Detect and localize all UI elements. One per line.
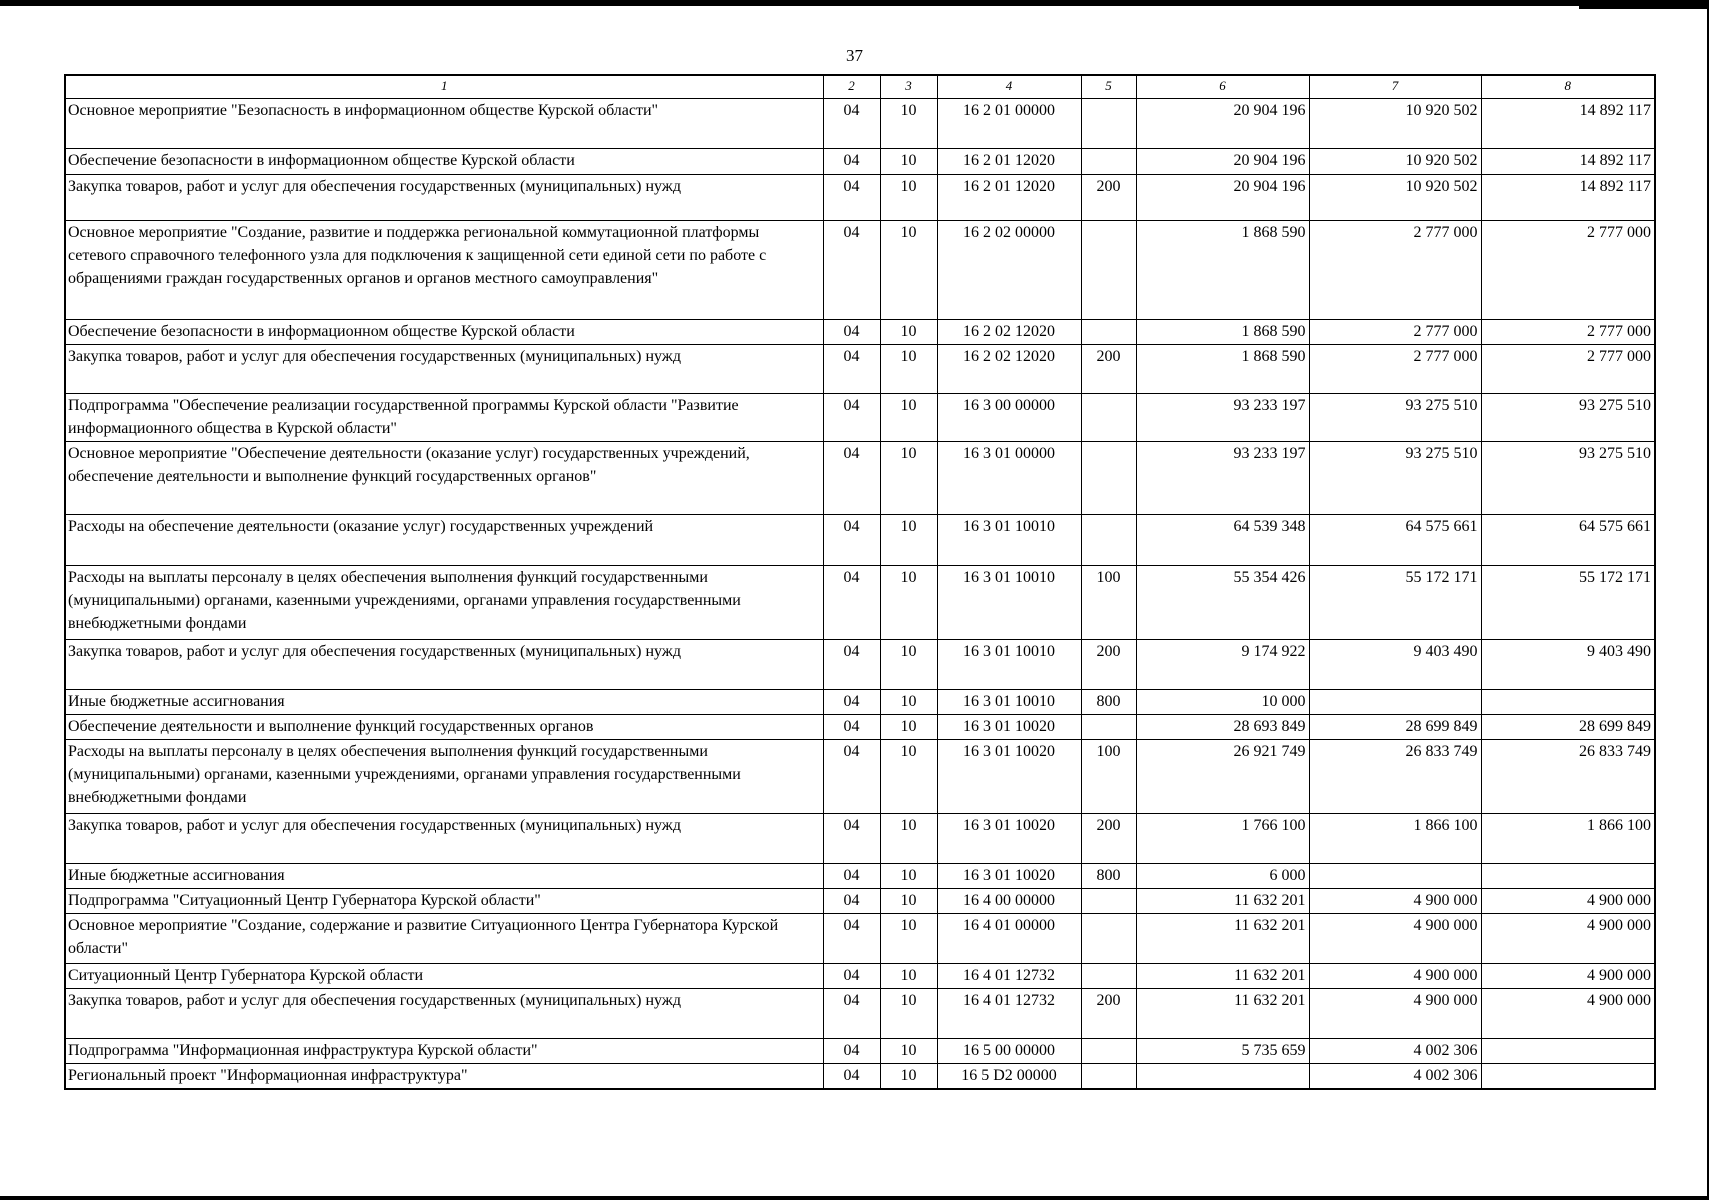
row-expense-type bbox=[1081, 394, 1136, 442]
header-col-5: 5 bbox=[1081, 75, 1136, 99]
row-amount-2: 4 900 000 bbox=[1309, 964, 1481, 989]
scan-edge-bottom bbox=[0, 1196, 1709, 1200]
table-row bbox=[65, 715, 1655, 740]
row-subsection: 10 bbox=[880, 515, 937, 566]
scan-edge-top bbox=[0, 0, 1709, 6]
row-amount-2: 2 777 000 bbox=[1309, 221, 1481, 320]
row-subsection: 10 bbox=[880, 149, 937, 175]
row-subsection: 10 bbox=[880, 221, 937, 320]
row-amount-2: 10 920 502 bbox=[1309, 149, 1481, 175]
header-col-2: 2 bbox=[823, 75, 880, 99]
row-amount-2: 26 833 749 bbox=[1309, 740, 1481, 814]
row-subsection: 10 bbox=[880, 640, 937, 690]
row-target-article: 16 2 01 12020 bbox=[937, 175, 1081, 221]
row-target-article: 16 2 02 12020 bbox=[937, 345, 1081, 394]
row-amount-2: 10 920 502 bbox=[1309, 175, 1481, 221]
row-expense-type: 100 bbox=[1081, 566, 1136, 640]
table-row bbox=[65, 989, 1655, 1039]
row-amount-2: 4 002 306 bbox=[1309, 1039, 1481, 1064]
row-section: 04 bbox=[823, 814, 880, 864]
table-row bbox=[65, 740, 1655, 814]
row-expense-type bbox=[1081, 1064, 1136, 1089]
row-name: Основное мероприятие "Безопасность в информационном обществе Курской области" bbox=[65, 99, 823, 149]
row-amount-1: 11 632 201 bbox=[1136, 914, 1309, 964]
table-row bbox=[65, 864, 1655, 889]
row-section: 04 bbox=[823, 320, 880, 345]
row-amount-1: 1 868 590 bbox=[1136, 221, 1309, 320]
row-target-article: 16 3 00 00000 bbox=[937, 394, 1081, 442]
row-subsection: 10 bbox=[880, 989, 937, 1039]
table-row bbox=[65, 221, 1655, 320]
row-target-article: 16 4 01 12732 bbox=[937, 964, 1081, 989]
row-amount-3 bbox=[1481, 864, 1655, 889]
row-target-article: 16 5 00 00000 bbox=[937, 1039, 1081, 1064]
row-target-article: 16 3 01 10020 bbox=[937, 740, 1081, 814]
row-amount-3: 26 833 749 bbox=[1481, 740, 1655, 814]
row-section: 04 bbox=[823, 566, 880, 640]
row-amount-3: 2 777 000 bbox=[1481, 221, 1655, 320]
row-amount-1: 1 868 590 bbox=[1136, 320, 1309, 345]
row-subsection: 10 bbox=[880, 740, 937, 814]
row-amount-2: 93 275 510 bbox=[1309, 442, 1481, 515]
row-name: Иные бюджетные ассигнования bbox=[65, 864, 823, 889]
row-amount-2: 4 900 000 bbox=[1309, 889, 1481, 914]
row-expense-type bbox=[1081, 914, 1136, 964]
row-expense-type: 100 bbox=[1081, 740, 1136, 814]
row-expense-type bbox=[1081, 320, 1136, 345]
row-amount-1: 1 868 590 bbox=[1136, 345, 1309, 394]
row-amount-2: 2 777 000 bbox=[1309, 345, 1481, 394]
row-expense-type: 800 bbox=[1081, 864, 1136, 889]
header-col-1: 1 bbox=[65, 75, 823, 99]
row-target-article: 16 3 01 00000 bbox=[937, 442, 1081, 515]
row-amount-1: 20 904 196 bbox=[1136, 99, 1309, 149]
row-section: 04 bbox=[823, 864, 880, 889]
table-row bbox=[65, 515, 1655, 566]
row-subsection: 10 bbox=[880, 320, 937, 345]
row-section: 04 bbox=[823, 175, 880, 221]
row-expense-type bbox=[1081, 99, 1136, 149]
row-section: 04 bbox=[823, 99, 880, 149]
row-name: Закупка товаров, работ и услуг для обеспечения государственных (муниципальных) нужд bbox=[65, 814, 823, 864]
row-name: Подпрограмма "Обеспечение реализации государственной программы Курской области "Развитие информационного общества в Курской области" bbox=[65, 394, 823, 442]
row-amount-3: 4 900 000 bbox=[1481, 964, 1655, 989]
row-target-article: 16 2 02 12020 bbox=[937, 320, 1081, 345]
row-expense-type bbox=[1081, 221, 1136, 320]
row-expense-type bbox=[1081, 715, 1136, 740]
row-name: Подпрограмма "Ситуационный Центр Губернатора Курской области" bbox=[65, 889, 823, 914]
row-target-article: 16 2 01 12020 bbox=[937, 149, 1081, 175]
row-target-article: 16 3 01 10010 bbox=[937, 690, 1081, 715]
row-subsection: 10 bbox=[880, 1039, 937, 1064]
table-row bbox=[65, 814, 1655, 864]
row-amount-1: 93 233 197 bbox=[1136, 394, 1309, 442]
row-name: Закупка товаров, работ и услуг для обеспечения государственных (муниципальных) нужд bbox=[65, 345, 823, 394]
row-target-article: 16 3 01 10010 bbox=[937, 566, 1081, 640]
row-expense-type: 200 bbox=[1081, 175, 1136, 221]
row-section: 04 bbox=[823, 740, 880, 814]
row-amount-1: 20 904 196 bbox=[1136, 175, 1309, 221]
row-name: Расходы на выплаты персоналу в целях обеспечения выполнения функций государственными (муниципальными) органами, казенными учреждениями, органами управления государственными внебюджетными фондами bbox=[65, 566, 823, 640]
header-col-3: 3 bbox=[880, 75, 937, 99]
table-row bbox=[65, 1039, 1655, 1064]
row-section: 04 bbox=[823, 690, 880, 715]
row-amount-1: 55 354 426 bbox=[1136, 566, 1309, 640]
table-row bbox=[65, 889, 1655, 914]
table-row bbox=[65, 345, 1655, 394]
row-amount-3: 4 900 000 bbox=[1481, 989, 1655, 1039]
table-row bbox=[65, 175, 1655, 221]
row-subsection: 10 bbox=[880, 566, 937, 640]
row-amount-2: 28 699 849 bbox=[1309, 715, 1481, 740]
row-amount-3: 4 900 000 bbox=[1481, 914, 1655, 964]
row-expense-type bbox=[1081, 515, 1136, 566]
row-name: Расходы на обеспечение деятельности (оказание услуг) государственных учреждений bbox=[65, 515, 823, 566]
row-amount-3: 4 900 000 bbox=[1481, 889, 1655, 914]
row-amount-2: 10 920 502 bbox=[1309, 99, 1481, 149]
row-amount-1: 28 693 849 bbox=[1136, 715, 1309, 740]
row-name: Расходы на выплаты персоналу в целях обеспечения выполнения функций государственными (муниципальными) органами, казенными учреждениями, органами управления государственными внебюджетными фондами bbox=[65, 740, 823, 814]
row-section: 04 bbox=[823, 394, 880, 442]
row-subsection: 10 bbox=[880, 964, 937, 989]
row-amount-2: 2 777 000 bbox=[1309, 320, 1481, 345]
row-section: 04 bbox=[823, 989, 880, 1039]
row-expense-type bbox=[1081, 964, 1136, 989]
row-section: 04 bbox=[823, 149, 880, 175]
table-row bbox=[65, 149, 1655, 175]
table-row bbox=[65, 1064, 1655, 1089]
table-row bbox=[65, 320, 1655, 345]
row-section: 04 bbox=[823, 442, 880, 515]
row-amount-1: 26 921 749 bbox=[1136, 740, 1309, 814]
scan-edge-top-right bbox=[1579, 0, 1709, 9]
row-name: Закупка товаров, работ и услуг для обеспечения государственных (муниципальных) нужд bbox=[65, 989, 823, 1039]
table-row bbox=[65, 99, 1655, 149]
row-subsection: 10 bbox=[880, 394, 937, 442]
row-name: Ситуационный Центр Губернатора Курской области bbox=[65, 964, 823, 989]
row-amount-3: 14 892 117 bbox=[1481, 149, 1655, 175]
budget-table-container bbox=[64, 74, 1656, 1090]
row-target-article: 16 3 01 10020 bbox=[937, 864, 1081, 889]
row-amount-3: 64 575 661 bbox=[1481, 515, 1655, 566]
table-row bbox=[65, 690, 1655, 715]
row-amount-2: 64 575 661 bbox=[1309, 515, 1481, 566]
row-name: Обеспечение безопасности в информационном обществе Курской области bbox=[65, 320, 823, 345]
row-target-article: 16 2 01 00000 bbox=[937, 99, 1081, 149]
row-amount-2: 9 403 490 bbox=[1309, 640, 1481, 690]
table-row bbox=[65, 914, 1655, 964]
row-section: 04 bbox=[823, 221, 880, 320]
row-target-article: 16 3 01 10010 bbox=[937, 640, 1081, 690]
row-amount-1: 64 539 348 bbox=[1136, 515, 1309, 566]
header-col-4: 4 bbox=[937, 75, 1081, 99]
row-section: 04 bbox=[823, 345, 880, 394]
row-expense-type bbox=[1081, 1039, 1136, 1064]
row-amount-3: 9 403 490 bbox=[1481, 640, 1655, 690]
row-expense-type bbox=[1081, 149, 1136, 175]
row-amount-2 bbox=[1309, 864, 1481, 889]
table-row bbox=[65, 442, 1655, 515]
row-subsection: 10 bbox=[880, 175, 937, 221]
row-name: Иные бюджетные ассигнования bbox=[65, 690, 823, 715]
row-subsection: 10 bbox=[880, 345, 937, 394]
row-amount-2: 1 866 100 bbox=[1309, 814, 1481, 864]
row-subsection: 10 bbox=[880, 814, 937, 864]
row-amount-1 bbox=[1136, 1064, 1309, 1089]
row-amount-2 bbox=[1309, 690, 1481, 715]
row-section: 04 bbox=[823, 889, 880, 914]
row-section: 04 bbox=[823, 964, 880, 989]
row-amount-1: 10 000 bbox=[1136, 690, 1309, 715]
row-amount-1: 1 766 100 bbox=[1136, 814, 1309, 864]
row-name: Основное мероприятие "Создание, развитие и поддержка региональной коммутационной платформы сетевого справочного телефонного узла для подключения к защищенной сети единой сети по работе с обращениями граждан государственных органов и органов местного самоуправления" bbox=[65, 221, 823, 320]
row-section: 04 bbox=[823, 1039, 880, 1064]
row-amount-3: 28 699 849 bbox=[1481, 715, 1655, 740]
row-subsection: 10 bbox=[880, 914, 937, 964]
row-subsection: 10 bbox=[880, 715, 937, 740]
row-amount-3 bbox=[1481, 690, 1655, 715]
row-amount-3: 2 777 000 bbox=[1481, 345, 1655, 394]
row-target-article: 16 5 D2 00000 bbox=[937, 1064, 1081, 1089]
table-row bbox=[65, 640, 1655, 690]
row-expense-type bbox=[1081, 442, 1136, 515]
row-amount-1: 93 233 197 bbox=[1136, 442, 1309, 515]
header-col-6: 6 bbox=[1136, 75, 1309, 99]
row-amount-1: 11 632 201 bbox=[1136, 889, 1309, 914]
row-name: Обеспечение деятельности и выполнение функций государственных органов bbox=[65, 715, 823, 740]
row-target-article: 16 4 00 00000 bbox=[937, 889, 1081, 914]
row-name: Региональный проект "Информационная инфраструктура" bbox=[65, 1064, 823, 1089]
row-amount-2: 4 900 000 bbox=[1309, 914, 1481, 964]
row-subsection: 10 bbox=[880, 690, 937, 715]
row-amount-3: 93 275 510 bbox=[1481, 442, 1655, 515]
row-subsection: 10 bbox=[880, 889, 937, 914]
page-number: 37 bbox=[846, 46, 863, 65]
row-name: Подпрограмма "Информационная инфраструктура Курской области" bbox=[65, 1039, 823, 1064]
row-amount-3: 55 172 171 bbox=[1481, 566, 1655, 640]
row-expense-type: 200 bbox=[1081, 814, 1136, 864]
table-row bbox=[65, 964, 1655, 989]
row-name: Закупка товаров, работ и услуг для обеспечения государственных (муниципальных) нужд bbox=[65, 175, 823, 221]
row-amount-3 bbox=[1481, 1039, 1655, 1064]
row-amount-2: 55 172 171 bbox=[1309, 566, 1481, 640]
row-amount-1: 11 632 201 bbox=[1136, 989, 1309, 1039]
row-target-article: 16 4 01 12732 bbox=[937, 989, 1081, 1039]
row-name: Основное мероприятие "Создание, содержание и развитие Ситуационного Центра Губернатора Курской области" bbox=[65, 914, 823, 964]
budget-table bbox=[64, 74, 1656, 1090]
header-col-7: 7 bbox=[1309, 75, 1481, 99]
header-col-8: 8 bbox=[1481, 75, 1655, 99]
row-section: 04 bbox=[823, 640, 880, 690]
row-target-article: 16 2 02 00000 bbox=[937, 221, 1081, 320]
row-target-article: 16 4 01 00000 bbox=[937, 914, 1081, 964]
row-subsection: 10 bbox=[880, 99, 937, 149]
row-section: 04 bbox=[823, 515, 880, 566]
row-amount-1: 6 000 bbox=[1136, 864, 1309, 889]
row-amount-1: 9 174 922 bbox=[1136, 640, 1309, 690]
row-amount-3: 14 892 117 bbox=[1481, 99, 1655, 149]
row-name: Закупка товаров, работ и услуг для обеспечения государственных (муниципальных) нужд bbox=[65, 640, 823, 690]
row-section: 04 bbox=[823, 1064, 880, 1089]
row-amount-3: 1 866 100 bbox=[1481, 814, 1655, 864]
table-row bbox=[65, 566, 1655, 640]
row-expense-type: 200 bbox=[1081, 640, 1136, 690]
row-amount-1: 5 735 659 bbox=[1136, 1039, 1309, 1064]
row-subsection: 10 bbox=[880, 864, 937, 889]
table-row bbox=[65, 394, 1655, 442]
row-expense-type bbox=[1081, 889, 1136, 914]
row-section: 04 bbox=[823, 715, 880, 740]
row-amount-3: 2 777 000 bbox=[1481, 320, 1655, 345]
row-amount-1: 11 632 201 bbox=[1136, 964, 1309, 989]
row-subsection: 10 bbox=[880, 442, 937, 515]
row-amount-2: 93 275 510 bbox=[1309, 394, 1481, 442]
row-amount-2: 4 002 306 bbox=[1309, 1064, 1481, 1089]
row-target-article: 16 3 01 10020 bbox=[937, 715, 1081, 740]
row-amount-3: 14 892 117 bbox=[1481, 175, 1655, 221]
row-expense-type: 800 bbox=[1081, 690, 1136, 715]
row-target-article: 16 3 01 10020 bbox=[937, 814, 1081, 864]
row-amount-3 bbox=[1481, 1064, 1655, 1089]
row-expense-type: 200 bbox=[1081, 989, 1136, 1039]
row-amount-2: 4 900 000 bbox=[1309, 989, 1481, 1039]
row-name: Основное мероприятие "Обеспечение деятельности (оказание услуг) государственных учреждений, обеспечение деятельности и выполнение функций государственных органов" bbox=[65, 442, 823, 515]
header-row bbox=[65, 75, 1655, 99]
row-amount-1: 20 904 196 bbox=[1136, 149, 1309, 175]
row-amount-3: 93 275 510 bbox=[1481, 394, 1655, 442]
row-target-article: 16 3 01 10010 bbox=[937, 515, 1081, 566]
row-name: Обеспечение безопасности в информационном обществе Курской области bbox=[65, 149, 823, 175]
row-subsection: 10 bbox=[880, 1064, 937, 1089]
row-section: 04 bbox=[823, 914, 880, 964]
row-expense-type: 200 bbox=[1081, 345, 1136, 394]
